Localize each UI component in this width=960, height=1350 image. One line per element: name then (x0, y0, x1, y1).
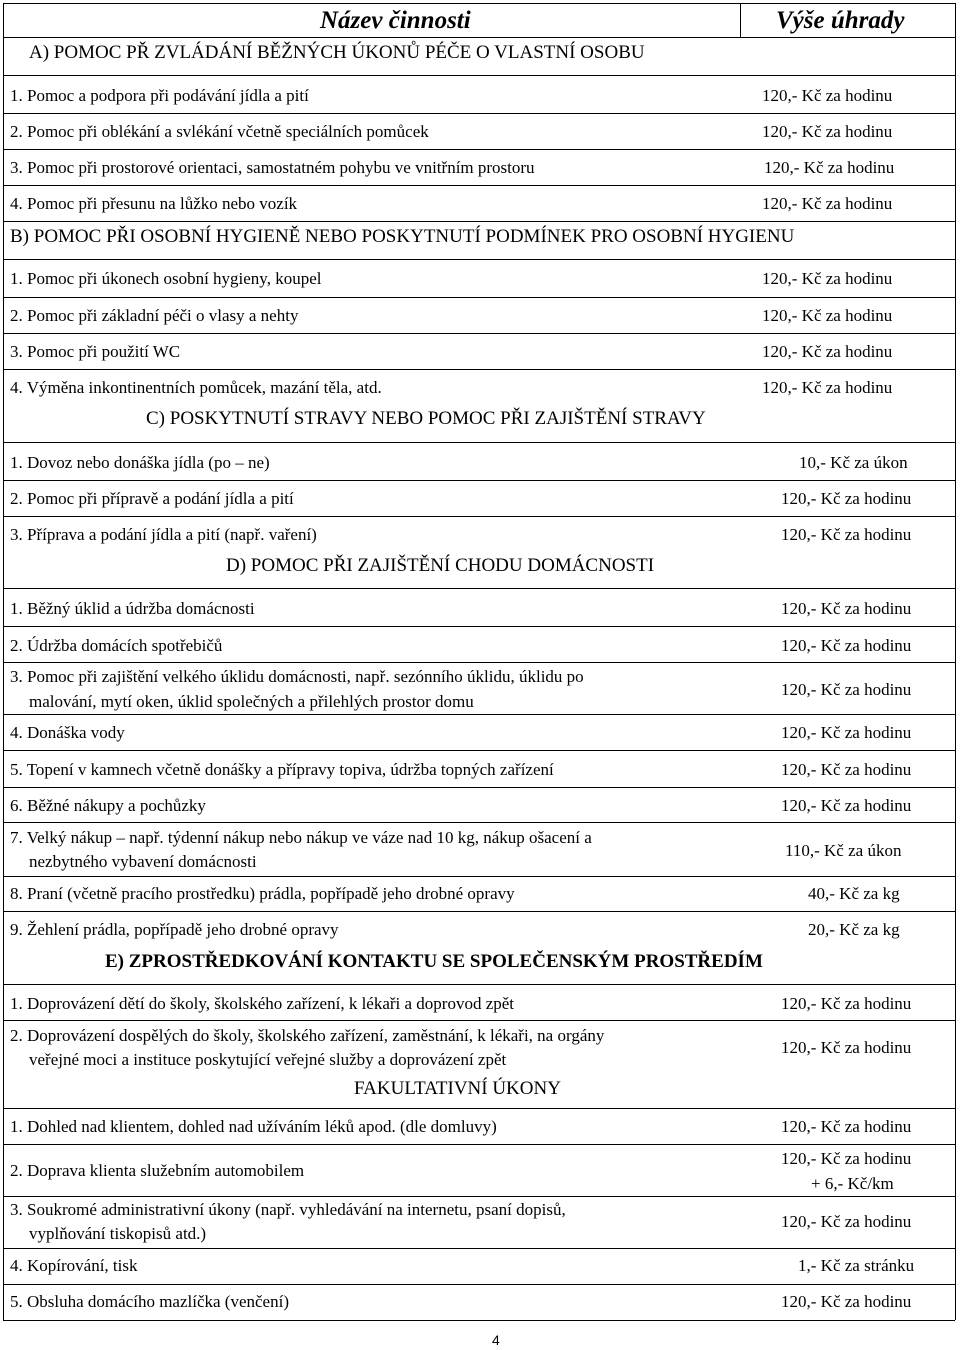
list-item: 2. Doprovázení dospělých do školy, školského zařízení, zaměstnání, k lékaři, na orgány (10, 1026, 605, 1045)
list-item: 5. Topení v kamnech včetně donášky a přípravy topiva, údržba topných zařízení (10, 760, 554, 779)
list-item: 2. Doprava klienta služebním automobilem (10, 1161, 305, 1180)
list-item: 3. Pomoc při zajištění velkého úklidu domácnosti, např. sezónního úklidu, úklidu po (10, 667, 584, 686)
item-price: 120,- Kč za hodinu (762, 122, 893, 141)
list-item: 3. Pomoc při použití WC (10, 342, 181, 361)
list-item: 5. Obsluha domácího mazlíčka (venčení) (10, 1292, 289, 1311)
list-item: 2. Pomoc při oblékání a svlékání včetně speciálních pomůcek (10, 122, 429, 141)
item-price: 120,- Kč za hodinu (781, 489, 912, 508)
item-price: 120,- Kč za hodinu (762, 378, 893, 397)
item-price: 120,- Kč za hodinu (781, 723, 912, 742)
list-item-continuation: malování, mytí oken, úklid společných a přilehlých prostor domu (29, 692, 474, 711)
page-number: 4 (492, 1332, 500, 1348)
list-item: 1. Pomoc při úkonech osobní hygieny, koupel (10, 269, 322, 288)
item-price: 120,- Kč za hodinu (781, 1292, 912, 1311)
item-price: 120,- Kč za hodinu (781, 1038, 912, 1057)
list-item: 1. Doprovázení dětí do školy, školského zařízení, k lékaři a doprovod zpět (10, 994, 515, 1013)
section-a-title: A) POMOC PŘ ZVLÁDÁNÍ BĚŽNÝCH ÚKONŮ PÉČE O VLASTNÍ OSOBU (29, 42, 645, 63)
item-price: 120,- Kč za hodinu (781, 636, 912, 655)
item-price: 110,- Kč za úkon (785, 841, 902, 860)
item-price: 20,- Kč za kg (808, 920, 900, 939)
list-item: 1. Běžný úklid a údržba domácnosti (10, 599, 255, 618)
item-price: 120,- Kč za hodinu (762, 86, 893, 105)
list-item: 7. Velký nákup – např. týdenní nákup nebo nákup ve váze nad 10 kg, nákup ošacení a (10, 828, 592, 847)
item-price: 120,- Kč za hodinu (781, 796, 912, 815)
item-price: 120,- Kč za hodinu (781, 1212, 912, 1231)
list-item: 9. Žehlení prádla, popřípadě jeho drobné opravy (10, 920, 339, 939)
item-price: 40,- Kč za kg (808, 884, 900, 903)
item-price: 120,- Kč za hodinu (781, 680, 912, 699)
item-price: 120,- Kč za hodinu (781, 1117, 912, 1136)
list-item: 3. Soukromé administrativní úkony (např. vyhledávání na internetu, psaní dopisů, (10, 1200, 566, 1219)
section-optional-title: FAKULTATIVNÍ ÚKONY (354, 1078, 561, 1099)
list-item-continuation: nezbytného vybavení domácnosti (29, 852, 257, 871)
column-header-payment: Výše úhrady (776, 7, 905, 34)
item-price: 120,- Kč za hodinu (781, 525, 912, 544)
item-price: 120,- Kč za hodinu (764, 158, 895, 177)
item-price: 120,- Kč za hodinu (762, 306, 893, 325)
item-price: 120,- Kč za hodinu (781, 599, 912, 618)
item-price: 10,- Kč za úkon (799, 453, 908, 472)
item-price: 120,- Kč za hodinu (781, 1149, 912, 1168)
list-item: 1. Pomoc a podpora při podávání jídla a pití (10, 86, 309, 105)
list-item-continuation: vyplňování tiskopisů atd.) (29, 1224, 207, 1243)
item-price: 120,- Kč za hodinu (762, 194, 893, 213)
list-item: 4. Kopírování, tisk (10, 1256, 138, 1275)
item-price: 120,- Kč za hodinu (762, 342, 893, 361)
list-item: 1. Dohled nad klientem, dohled nad užíváním léků apod. (dle domluvy) (10, 1117, 497, 1136)
item-price-extra: + 6,- Kč/km (811, 1174, 894, 1193)
section-d-title: D) POMOC PŘI ZAJIŠTĚNÍ CHODU DOMÁCNOSTI (226, 555, 655, 576)
column-header-activity: Název činnosti (320, 7, 471, 34)
section-b-title: B) POMOC PŘI OSOBNÍ HYGIENĚ NEBO POSKYTNUTÍ PODMÍNEK PRO OSOBNÍ HYGIENU (10, 226, 795, 247)
list-item: 2. Pomoc při přípravě a podání jídla a pití (10, 489, 294, 508)
list-item: 3. Pomoc při prostorové orientaci, samostatném pohybu ve vnitřním prostoru (10, 158, 535, 177)
list-item-continuation: veřejné moci a instituce poskytující veřejné služby a doprovázení zpět (29, 1050, 507, 1069)
list-item: 4. Pomoc při přesunu na lůžko nebo vozík (10, 194, 298, 213)
list-item: 6. Běžné nákupy a pochůzky (10, 796, 206, 815)
item-price: 120,- Kč za hodinu (781, 994, 912, 1013)
section-c-title: C) POSKYTNUTÍ STRAVY NEBO POMOC PŘI ZAJIŠTĚNÍ STRAVY (146, 408, 706, 429)
list-item: 3. Příprava a podání jídla a pití (např. vaření) (10, 525, 317, 544)
item-price: 1,- Kč za stránku (798, 1256, 915, 1275)
item-price: 120,- Kč za hodinu (762, 269, 893, 288)
list-item: 1. Dovoz nebo donáška jídla (po – ne) (10, 453, 270, 472)
list-item: 8. Praní (včetně pracího prostředku) prádla, popřípadě jeho drobné opravy (10, 884, 515, 903)
section-e-title: E) ZPROSTŘEDKOVÁNÍ KONTAKTU SE SPOLEČENSKÝM PROSTŘEDÍM (105, 951, 763, 972)
item-price: 120,- Kč za hodinu (781, 760, 912, 779)
list-item: 4. Výměna inkontinentních pomůcek, mazání těla, atd. (10, 378, 382, 397)
list-item: 2. Pomoc při základní péči o vlasy a nehty (10, 306, 299, 325)
list-item: 4. Donáška vody (10, 723, 125, 742)
list-item: 2. Údržba domácích spotřebičů (10, 636, 223, 655)
